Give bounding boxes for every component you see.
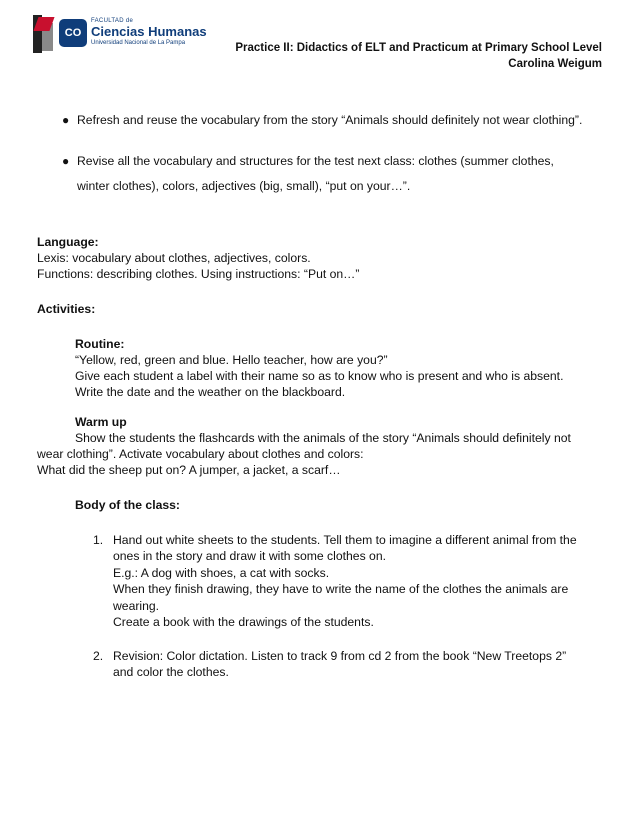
list-item-line: Create a book with the drawings of the students. (113, 615, 374, 629)
routine-line: Write the date and the weather on the blackboard. (75, 385, 346, 399)
list-item-line: and color the clothes. (113, 665, 229, 679)
list-item-line: E.g.: A dog with shoes, a cat with socks. (113, 566, 330, 580)
list-item-line: ones in the story and draw it with some clothes on. (113, 549, 387, 563)
warmup-heading: Warm up (75, 415, 127, 429)
owl-emblem-icon: CO (59, 19, 87, 47)
activities-heading: Activities: (37, 302, 96, 316)
warmup-line: What did the sheep put on? A jumper, a jacket, a scarf… (37, 463, 341, 477)
routine-heading: Routine: (75, 337, 125, 351)
functions-line: Functions: describing clothes. Using instructions: “Put on…” (37, 267, 360, 281)
bullet-item-revise-cont: winter clothes), colors, adjectives (big, small), “put on your…”. (77, 179, 411, 193)
body-heading: Body of the class: (75, 498, 180, 512)
warmup-line: wear clothing”. Activate vocabulary about clothes and colors: (37, 447, 364, 461)
list-number: 2. (93, 649, 104, 663)
warmup-line: Show the students the flashcards with the animals of the story “Animals should definitely not (75, 431, 571, 445)
bullet-marker: ● (62, 154, 70, 168)
flag-emblem-icon (33, 15, 55, 53)
list-item-line: When they finish drawing, they have to write the name of the clothes the animals are (113, 582, 569, 596)
list-item-line: Hand out white sheets to the students. Tell them to imagine a different animal from the (113, 533, 577, 547)
faculty-logo (33, 15, 207, 53)
bullet-item-refresh: Refresh and reuse the vocabulary from the story “Animals should definitely not wear clothing”. (77, 113, 583, 127)
bullet-item-revise: Revise all the vocabulary and structures for the test next class: clothes (summer clothes, (77, 154, 554, 168)
author-name: Carolina Weigum (508, 58, 602, 70)
list-number: 1. (93, 533, 104, 547)
logo-wordmark: FACULTAD de Ciencias Humanas Universidad Nacional de La Pampa (91, 18, 207, 46)
routine-line: “Yellow, red, green and blue. Hello teacher, how are you?” (75, 353, 388, 367)
list-item-line: Revision: Color dictation. Listen to track 9 from cd 2 from the book “New Treetops 2” (113, 649, 567, 663)
routine-line: Give each student a label with their name so as to know who is present and who is absent. (75, 369, 564, 383)
list-item-line: wearing. (113, 599, 160, 613)
page-header (235, 40, 602, 72)
bullet-marker: ● (62, 113, 70, 127)
lexis-line: Lexis: vocabulary about clothes, adjectives, colors. (37, 251, 311, 265)
language-heading: Language: (37, 235, 99, 249)
course-title: Practice II: Didactics of ELT and Practicum at Primary School Level (235, 42, 602, 54)
